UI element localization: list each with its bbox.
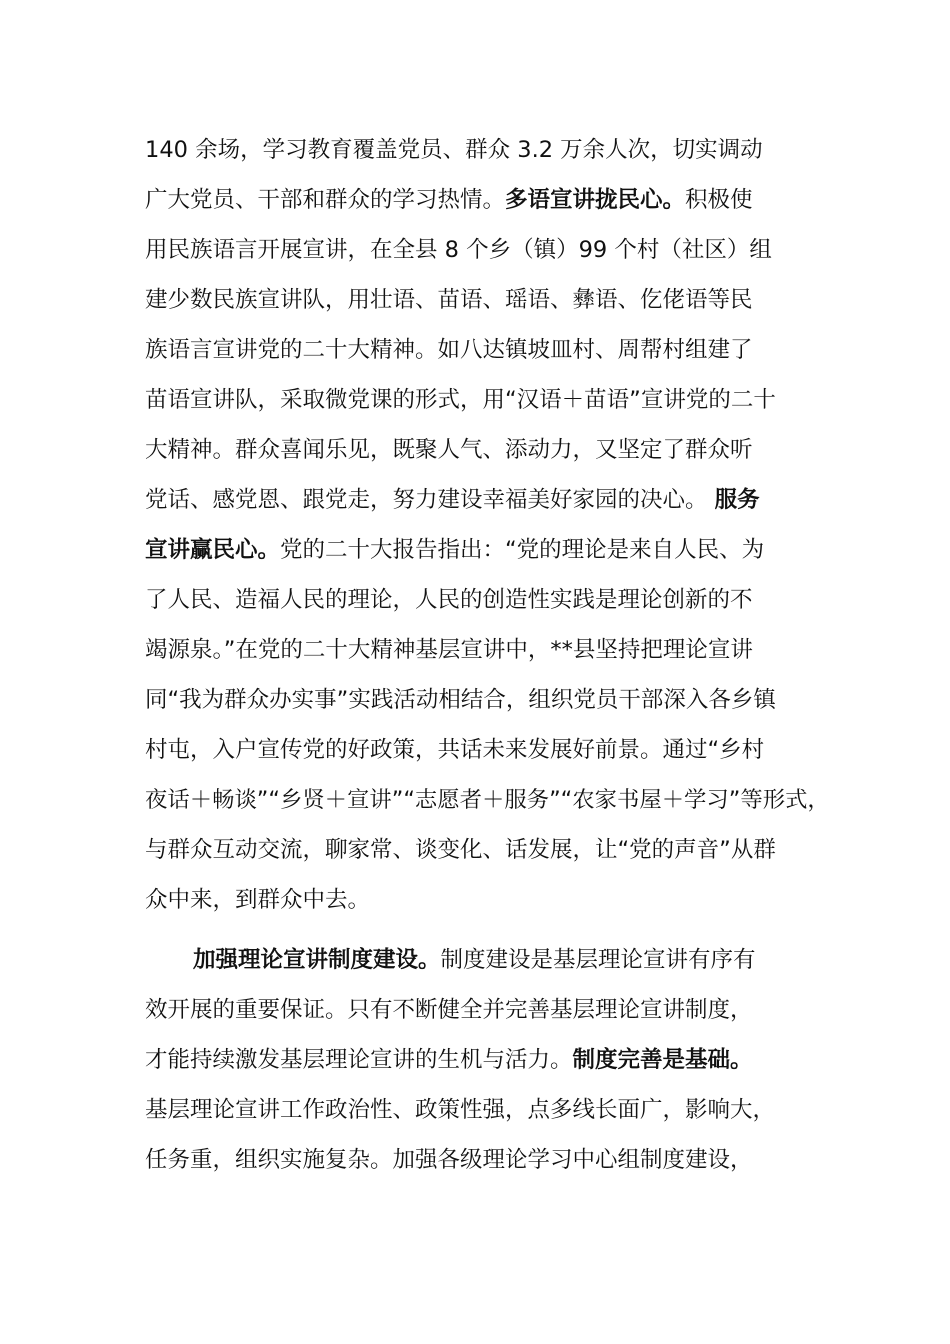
- text-line: [145, 875, 370, 925]
- text-line: [145, 525, 764, 575]
- text-run: 苗语宣讲队，采取微党课的形式，用“汉语＋苗语”宣讲党的二十: [145, 387, 776, 413]
- text-line: [145, 985, 753, 1035]
- bold-heading-run: 加强理论宣讲制度建设。: [193, 947, 441, 973]
- text-run: 制度建设是基层理论宣讲有序有: [440, 947, 756, 973]
- text-line: [145, 1035, 753, 1085]
- text-run: 积极使: [685, 187, 753, 213]
- text-line: [145, 1085, 775, 1135]
- text-line: [145, 675, 776, 725]
- text-run: 众中来，到群众中去。: [145, 887, 371, 913]
- text-line: [145, 125, 763, 175]
- text-run: 任务重，组织实施复杂。加强各级理论学习中心组制度建设，: [145, 1147, 753, 1173]
- text-line: [145, 1135, 753, 1185]
- text-run: 了人民、造福人民的理论，人民的创造性实践是理论创新的不: [145, 587, 753, 613]
- bold-heading-run: 服务: [714, 487, 760, 513]
- text-line: [145, 375, 776, 425]
- text-run: 用民族语言开展宣讲，在全县 8 个乡（镇）99 个村（社区）组: [145, 237, 772, 263]
- text-run: 建少数民族宣讲队，用壮语、苗语、瑶语、彝语、仡佬语等民: [145, 287, 753, 313]
- text-run: 同“我为群众办实事”实践活动相结合，组织党员干部深入各乡镇: [145, 687, 776, 713]
- text-line: [145, 175, 753, 225]
- text-line: [145, 275, 753, 325]
- text-run: 与群众互动交流，聊家常、谈变化、话发展，让“党的声音”从群: [145, 837, 776, 863]
- text-line: [145, 625, 753, 675]
- text-line: [145, 225, 772, 275]
- text-run: 竭源泉。”在党的二十大精神基层宣讲中，**县坚持把理论宣讲: [145, 637, 753, 663]
- text-run: 村屯，入户宣传党的好政策，共话未来发展好前景。通过“乡村: [145, 737, 765, 763]
- text-line: [145, 725, 764, 775]
- bold-heading-run: 宣讲赢民心。: [145, 537, 281, 563]
- text-run: 效开展的重要保证。只有不断健全并完善基层理论宣讲制度，: [145, 997, 753, 1023]
- text-line: [145, 775, 830, 825]
- text-run: 140 余场，学习教育覆盖党员、群众 3.2 万余人次，切实调动: [145, 137, 763, 163]
- bold-heading-run: 多语宣讲拢民心。: [505, 187, 686, 213]
- text-run: 才能持续激发基层理论宣讲的生机与活力。: [145, 1047, 573, 1073]
- text-run: 广大党员、干部和群众的学习热情。: [145, 187, 506, 213]
- text-run: 大精神。群众喜闻乐见，既聚人气、添动力，又坚定了群众听: [145, 437, 753, 463]
- text-line: [145, 575, 753, 625]
- text-line: [145, 825, 776, 875]
- bold-heading-run: 制度完善是基础。: [572, 1047, 753, 1073]
- text-line: [145, 325, 753, 375]
- text-run: 党的二十大报告指出：“党的理论是来自人民、为: [280, 537, 765, 563]
- text-line: [145, 425, 753, 475]
- text-run: 基层理论宣讲工作政治性、政策性强，点多线长面广，影响大，: [145, 1097, 776, 1123]
- text-run: 党话、感党恩、跟党走，努力建设幸福美好家园的决心。: [145, 487, 708, 513]
- text-line: [193, 935, 756, 985]
- text-run: 族语言宣讲党的二十大精神。如八达镇坡皿村、周帮村组建了: [145, 337, 753, 363]
- text-line: [145, 475, 760, 525]
- text-run: 夜话＋畅谈”“乡贤＋宣讲”“志愿者＋服务”“农家书屋＋学习”等形式，: [145, 787, 830, 813]
